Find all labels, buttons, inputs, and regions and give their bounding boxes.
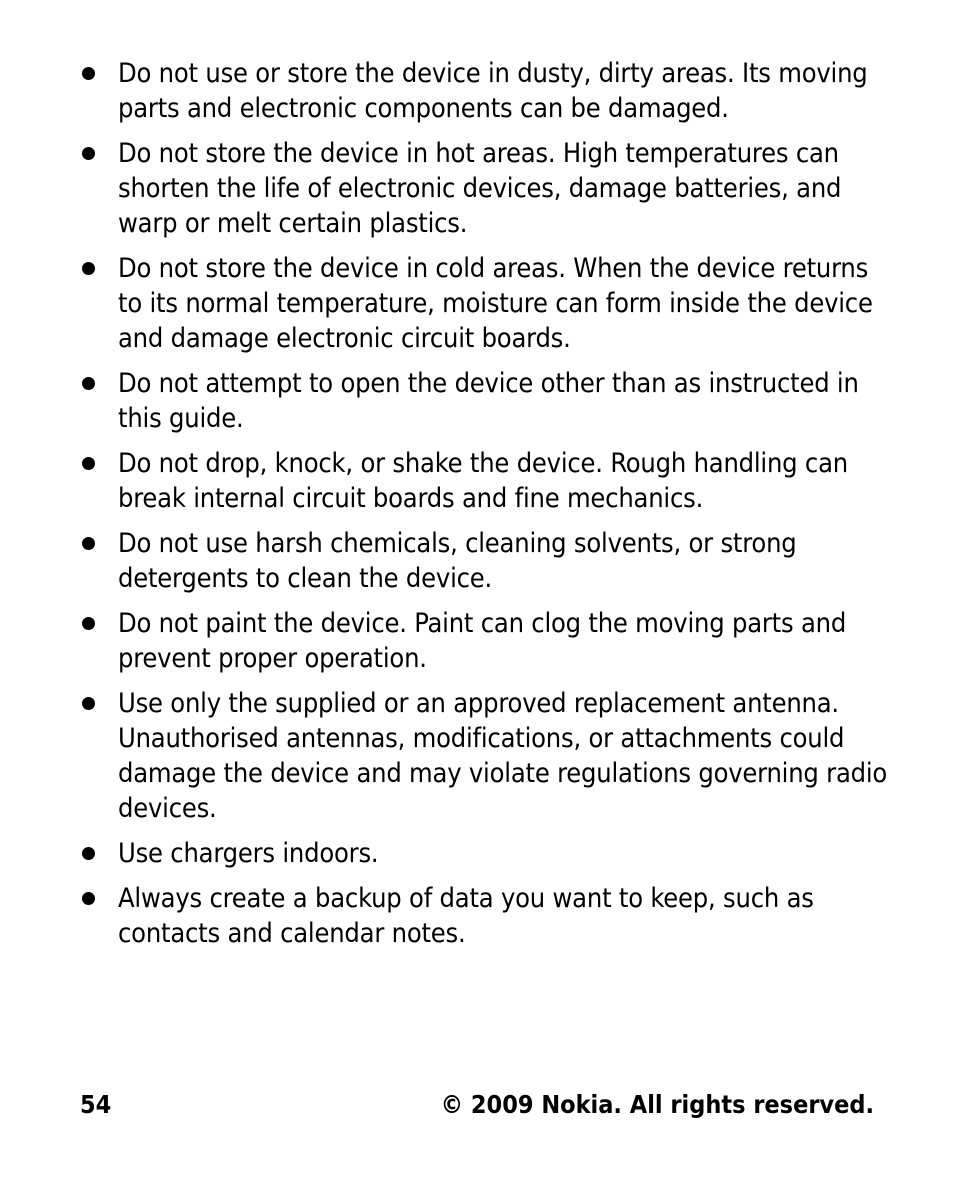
list-item-text: Use chargers indoors.: [118, 838, 379, 869]
bullet-icon: [82, 892, 95, 905]
list-item: [0, 881, 954, 951]
bullet-icon: [82, 262, 95, 275]
bullet-icon: [82, 67, 95, 80]
list-item: [0, 56, 954, 126]
list-item-text: Do not store the device in hot areas. High temperatures can shorten the life of electronic devices, damage batteries, and warp or melt certain plastics.: [118, 138, 842, 239]
copyright-notice: © 2009 Nokia. All rights reserved.: [440, 1090, 874, 1119]
list-item-text: Do not use or store the device in dusty, dirty areas. Its moving parts and electronic components can be damaged.: [118, 58, 868, 124]
list-item-text: Always create a backup of data you want to keep, such as contacts and calendar notes.: [118, 883, 814, 949]
bullet-icon: [82, 847, 95, 860]
list-item: [0, 606, 954, 676]
list-item-text: Do not paint the device. Paint can clog the moving parts and prevent proper operation.: [118, 608, 847, 674]
bullet-icon: [82, 147, 95, 160]
bullet-icon: [82, 377, 95, 390]
list-item: [0, 251, 954, 356]
list-item: [0, 836, 954, 871]
care-instructions-list: [0, 56, 954, 961]
list-item-text: Do not attempt to open the device other than as instructed in this guide.: [118, 368, 859, 434]
bullet-icon: [82, 697, 95, 710]
bullet-icon: [82, 537, 95, 550]
list-item-text: Use only the supplied or an approved replacement antenna. Unauthorised antennas, modifications, or attachments could damage the device and may violate regulations governing radio devices.: [118, 688, 888, 824]
list-item: [0, 686, 954, 826]
list-item-text: Do not drop, knock, or shake the device. Rough handling can break internal circuit boards and fine mechanics.: [118, 448, 848, 514]
page-footer: [80, 1090, 874, 1119]
bullet-icon: [82, 617, 95, 630]
list-item-text: Do not store the device in cold areas. When the device returns to its normal temperature, moisture can form inside the device and damage electronic circuit boards.: [118, 253, 873, 354]
list-item: [0, 366, 954, 436]
list-item-text: Do not use harsh chemicals, cleaning solvents, or strong detergents to clean the device.: [118, 528, 797, 594]
bullet-icon: [82, 457, 95, 470]
list-item: [0, 526, 954, 596]
page-number: 54: [80, 1090, 112, 1119]
list-item: [0, 136, 954, 241]
list-item: [0, 446, 954, 516]
